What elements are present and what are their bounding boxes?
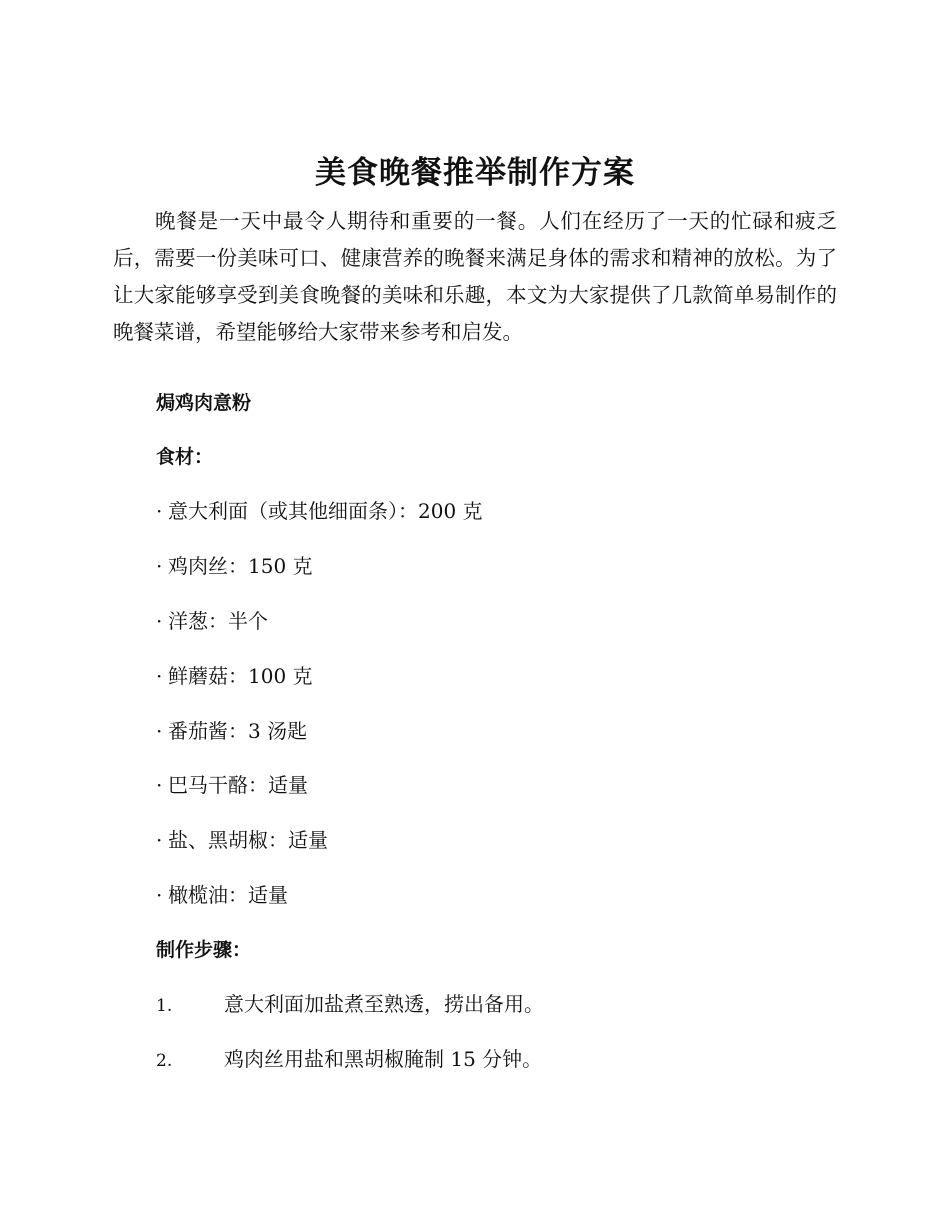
ingredient-text: 鲜蘑菇：100 克: [168, 664, 313, 688]
bullet-marker: ·: [156, 664, 163, 688]
step-text: 鸡肉丝用盐和黑胡椒腌制 15 分钟。: [224, 1047, 543, 1071]
bullet-marker: ·: [156, 828, 163, 852]
recipe-title: 焗鸡肉意粉: [156, 392, 252, 414]
bullet-marker: ·: [156, 773, 163, 797]
step-item: [156, 1045, 542, 1075]
ingredient-item: [156, 881, 288, 909]
step-number: 2.: [156, 1051, 173, 1071]
ingredient-text: 橄榄油：适量: [168, 883, 288, 907]
ingredient-item: [156, 826, 328, 854]
document-title: 美食晚餐推举制作方案: [315, 155, 635, 191]
ingredient-text: 洋葱：半个: [168, 609, 268, 633]
step-number: 1.: [156, 996, 173, 1016]
step-text: 意大利面加盐煮至熟透，捞出备用。: [224, 992, 544, 1016]
ingredients-heading: 食材：: [156, 446, 214, 468]
bullet-marker: ·: [156, 499, 163, 523]
ingredient-item: [156, 497, 483, 525]
ingredient-item: [156, 771, 308, 799]
ingredient-item: [156, 552, 313, 580]
bullet-marker: ·: [156, 554, 163, 578]
bullet-marker: ·: [156, 883, 163, 907]
ingredient-text: 盐、黑胡椒：适量: [168, 828, 328, 852]
ingredient-item: [156, 607, 268, 635]
ingredient-text: 番茄酱：3 汤匙: [168, 719, 308, 743]
intro-paragraph: 晚餐是一天中最令人期待和重要的一餐。人们在经历了一天的忙碌和疲乏后，需要一份美味可口、健康营养的晚餐来满足身体的需求和精神的放松。为了让大家能够享受到美食晚餐的美味和乐趣，本文为大家提供了几款简单易制作的晚餐菜谱，希望能够给大家带来参考和启发。: [113, 209, 837, 344]
ingredient-text: 意大利面（或其他细面条）：200 克: [168, 499, 483, 523]
ingredient-text: 巴马干酪：适量: [168, 773, 308, 797]
bullet-marker: ·: [156, 719, 163, 743]
ingredient-text: 鸡肉丝：150 克: [168, 554, 313, 578]
bullet-marker: ·: [156, 609, 163, 633]
ingredient-item: [156, 662, 313, 690]
steps-heading: 制作步骤：: [156, 939, 252, 961]
step-item: [156, 990, 544, 1020]
ingredient-item: [156, 717, 307, 745]
